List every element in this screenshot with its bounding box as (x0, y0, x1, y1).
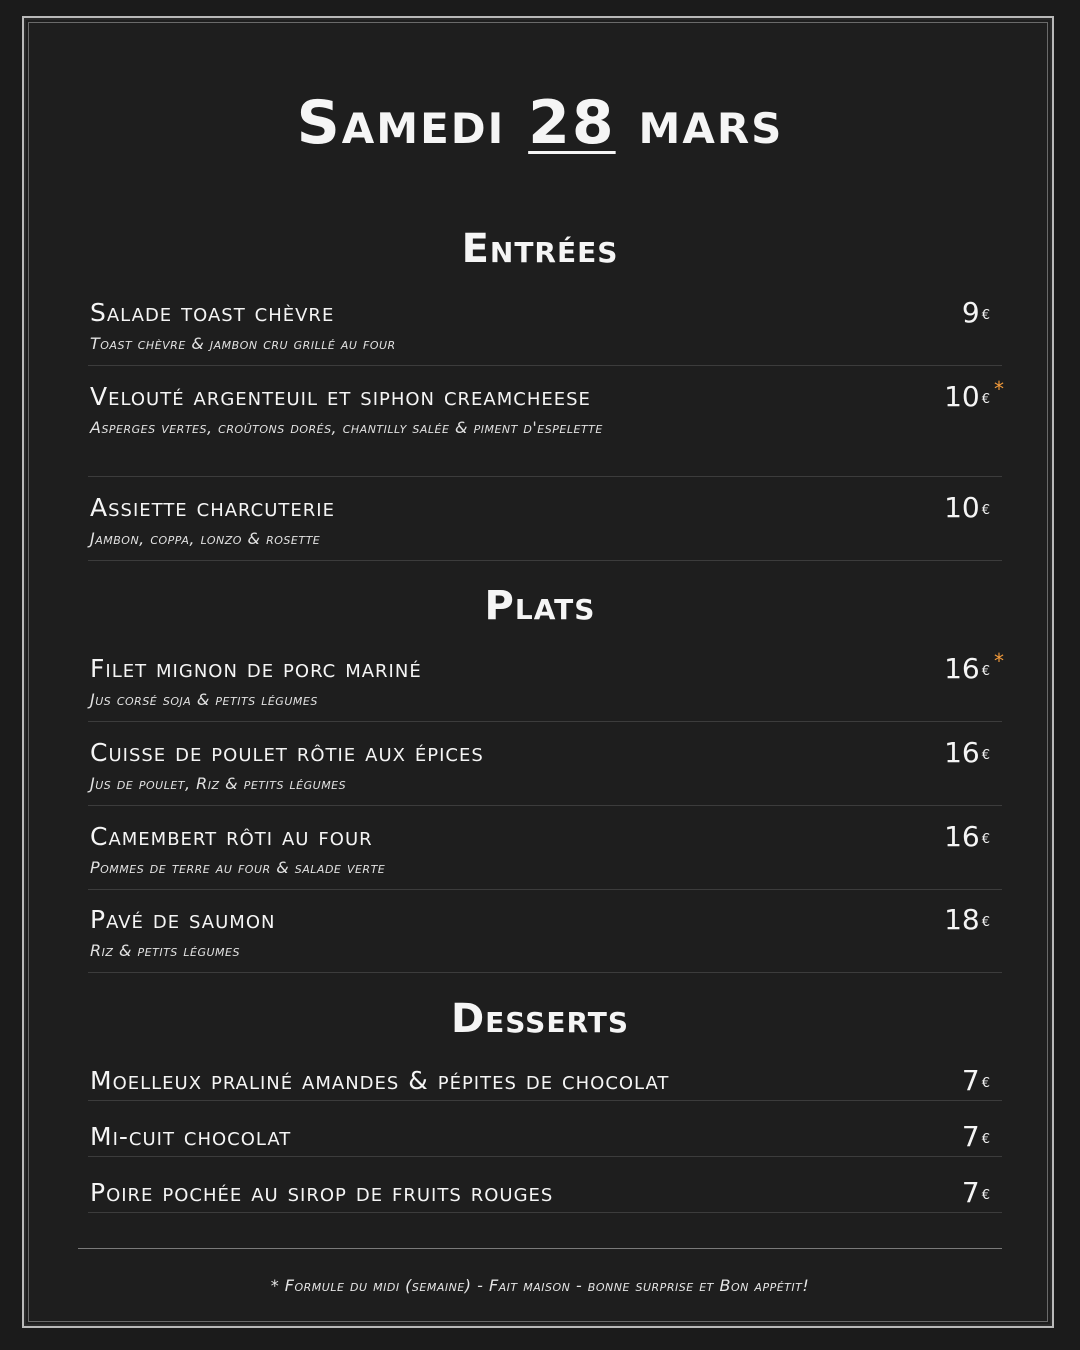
section-heading-plats: Plats (484, 583, 596, 629)
menu-item (90, 1122, 1002, 1152)
menu-item (90, 738, 1002, 797)
divider (88, 1100, 1002, 1101)
item-price (944, 377, 1004, 413)
euro-sign: € (981, 1132, 990, 1147)
menu-item (90, 822, 1002, 881)
title-suffix: mars (615, 88, 784, 158)
item-name: Poire pochée au sirop de fruits rouges (90, 1178, 554, 1207)
item-price (962, 1120, 990, 1153)
price-value: 10 (944, 491, 980, 524)
item-description: Jus corsé soja & petits légumes (90, 690, 318, 709)
euro-sign: € (981, 832, 990, 847)
item-name: Moelleux praliné amandes & pépites de chocolat (90, 1066, 670, 1095)
divider (88, 972, 1002, 973)
section-heading-entrees: Entrées (461, 226, 619, 272)
euro-sign: € (981, 308, 990, 323)
item-price (944, 649, 1004, 685)
euro-sign: € (981, 1188, 990, 1203)
euro-sign: € (981, 1076, 990, 1091)
divider (88, 1156, 1002, 1157)
divider (88, 721, 1002, 722)
item-name: Cuisse de poulet rôtie aux épices (90, 738, 484, 767)
title-prefix: Samedi (296, 88, 529, 158)
menu-item (90, 298, 1002, 357)
formule-star-icon: * (994, 649, 1004, 673)
section-heading-desserts: Desserts (450, 996, 630, 1042)
menu-item (90, 649, 1004, 713)
divider (88, 560, 1002, 561)
item-description: Pommes de terre au four & salade verte (90, 858, 386, 877)
price-value: 18 (944, 903, 980, 936)
menu-item (90, 377, 1004, 441)
item-name: Salade toast chèvre (90, 298, 335, 327)
price-value: 9 (961, 296, 980, 329)
item-price (944, 903, 990, 936)
price-value: 16 (944, 820, 980, 853)
menu-item (90, 1066, 1002, 1096)
item-description: Jus de poulet, Riz & petits légumes (90, 774, 347, 793)
euro-sign: € (981, 503, 990, 518)
item-price (962, 1064, 990, 1097)
formule-star-icon: * (994, 377, 1004, 401)
euro-sign: € (981, 664, 990, 679)
price-value: 16 (944, 652, 980, 685)
divider (88, 1212, 1002, 1213)
price-value: 16 (944, 736, 980, 769)
item-name: Velouté argenteuil et siphon creamcheese (90, 382, 591, 411)
euro-sign: € (981, 748, 990, 763)
item-price (944, 820, 990, 853)
menu-item (90, 905, 1002, 964)
item-name: Camembert rôti au four (90, 822, 373, 851)
item-description: Asperges vertes, croûtons dorés, chantilly salée & piment d'espelette (90, 418, 603, 437)
footer-note: * Formule du midi (semaine) - Fait maison - bonne surprise et Bon appétit! (270, 1276, 810, 1295)
euro-sign: € (981, 915, 990, 930)
title-day: 28 (528, 88, 616, 158)
price-value: 7 (961, 1120, 980, 1153)
item-price (962, 1176, 990, 1209)
divider (88, 365, 1002, 366)
item-price (944, 491, 990, 524)
price-value: 10 (944, 380, 980, 413)
item-name: Filet mignon de porc mariné (90, 654, 422, 683)
euro-sign: € (981, 392, 990, 407)
page-title (0, 88, 1080, 158)
item-name: Mi-cuit chocolat (90, 1122, 292, 1151)
item-description: Toast chèvre & jambon cru grillé au four (90, 334, 396, 353)
menu-item (90, 493, 1002, 552)
item-name: Pavé de saumon (90, 905, 276, 934)
divider (88, 476, 1002, 477)
menu-item (90, 1178, 1002, 1208)
price-value: 7 (961, 1176, 980, 1209)
item-description: Riz & petits légumes (90, 941, 240, 960)
divider (88, 805, 1002, 806)
item-price (962, 296, 990, 329)
item-name: Assiette charcuterie (90, 493, 335, 522)
item-description: Jambon, coppa, lonzo & rosette (90, 529, 321, 548)
price-value: 7 (961, 1064, 980, 1097)
item-price (944, 736, 990, 769)
footer-divider (78, 1248, 1002, 1249)
divider (88, 889, 1002, 890)
